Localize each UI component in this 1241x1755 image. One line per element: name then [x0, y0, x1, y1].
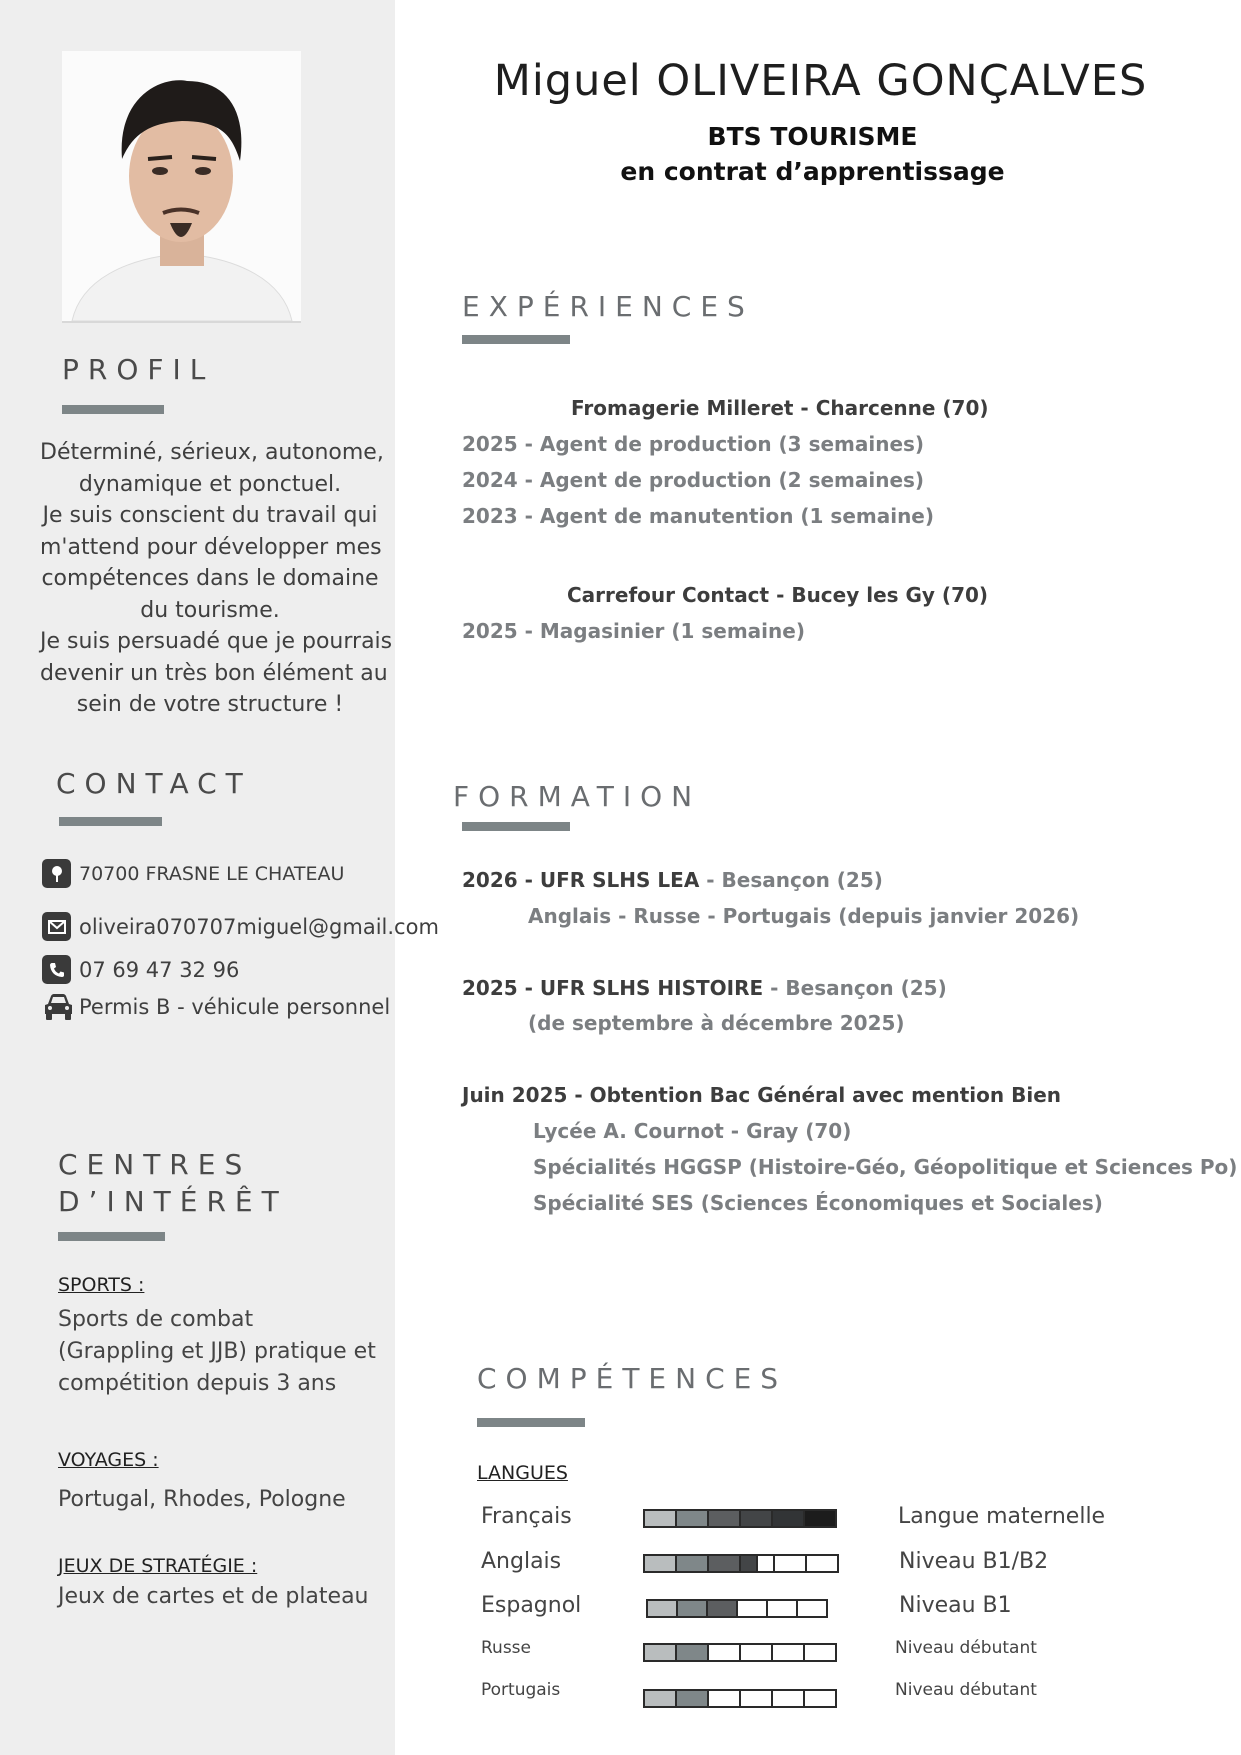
employer-name: Fromagerie Milleret - Charcenne (70) [571, 396, 989, 420]
formation-entry [462, 1083, 1061, 1107]
level-segment [645, 1691, 677, 1706]
sports-line: Sports de combat [58, 1307, 254, 1332]
language-level: Niveau B1 [899, 1593, 1012, 1618]
profil-line: sein de votre structure ! [76, 692, 344, 717]
profil-line: dynamique et ponctuel. [78, 471, 342, 497]
level-segment [798, 1601, 826, 1616]
profil-line: du tourisme. [140, 597, 280, 623]
level-segment [709, 1645, 741, 1660]
formation-detail: Lycée A. Cournot - Gray (70) [533, 1119, 852, 1143]
languages-label: LANGUES [477, 1462, 568, 1484]
level-segment [678, 1601, 708, 1616]
sports-line: compétition depuis 3 ans [58, 1371, 337, 1396]
language-level-bar [643, 1689, 837, 1708]
level-segment [775, 1556, 807, 1571]
formation-main: Juin 2025 - Obtention Bac Général avec mention Bien [462, 1083, 1062, 1107]
contact-heading-bar [59, 817, 162, 826]
language-level-bar [646, 1599, 828, 1618]
language-name: Espagnol [481, 1593, 582, 1618]
formation-main: 2025 - UFR SLHS HISTOIRE [462, 976, 764, 1000]
subtitle-line2: en contrat d’apprentissage [620, 157, 1005, 186]
interests-heading-bar [58, 1232, 165, 1241]
level-segment [645, 1556, 677, 1571]
email-link[interactable]: oliveira070707miguel@gmail.com [79, 914, 439, 939]
sports-line: (Grappling et JJB) pratique et [58, 1339, 376, 1364]
interests-heading-line1: CENTRES [58, 1148, 252, 1181]
envelope-icon [42, 912, 71, 941]
level-segment [709, 1691, 741, 1706]
level-segment [741, 1645, 773, 1660]
formation-detail: Spécialité SES (Sciences Économiques et Sociales) [533, 1191, 1103, 1215]
profil-text [40, 437, 393, 721]
language-name: Portugais [481, 1680, 561, 1700]
travel-text: Portugal, Rhodes, Pologne [58, 1487, 346, 1512]
experiences-heading: EXPÉRIENCES [462, 290, 754, 323]
job-line: 2025 - Agent de production (3 semaines) [462, 432, 925, 456]
profil-line: Je suis persuadé que je pourrais [40, 629, 393, 654]
car-icon [42, 992, 75, 1022]
profil-line: m'attend pour développer mes [40, 534, 382, 560]
sports-text [58, 1304, 376, 1400]
level-segment [805, 1511, 835, 1526]
level-segment [741, 1511, 773, 1526]
profil-line: compétences dans le domaine [41, 566, 379, 591]
contact-heading: CONTACT [56, 767, 252, 800]
sports-label: SPORTS : [58, 1274, 145, 1296]
language-level: Langue maternelle [898, 1504, 1106, 1529]
level-segment [741, 1691, 773, 1706]
profil-heading-bar [62, 405, 164, 414]
language-level-bar [643, 1509, 837, 1528]
formation-entry [462, 976, 947, 1000]
level-segment-rest [758, 1556, 775, 1571]
level-segment [645, 1511, 677, 1526]
contact-address [42, 859, 344, 888]
games-text: Jeux de cartes et de plateau [58, 1584, 369, 1609]
license-text: Permis B - véhicule personnel [79, 995, 391, 1019]
formation-place: - Besançon (25) [763, 976, 947, 1000]
job-line: 2023 - Agent de manutention (1 semaine) [462, 504, 935, 528]
level-segment [677, 1645, 709, 1660]
level-segment [677, 1511, 709, 1526]
level-segment [648, 1601, 678, 1616]
location-pin-icon [42, 859, 71, 888]
competences-heading-bar [477, 1418, 585, 1427]
level-segment [738, 1601, 768, 1616]
language-name: Français [481, 1504, 572, 1529]
formation-heading: FORMATION [453, 780, 702, 813]
formation-entry [462, 868, 883, 892]
level-segment [807, 1556, 837, 1571]
job-line: 2024 - Agent de production (2 semaines) [462, 468, 925, 492]
level-segment [773, 1691, 805, 1706]
language-level-bar [643, 1643, 837, 1662]
subtitle-line1: BTS TOURISME [707, 122, 918, 151]
candidate-name: Miguel OLIVEIRA GONÇALVES [493, 56, 1148, 106]
formation-detail: (de septembre à décembre 2025) [528, 1011, 905, 1035]
level-segment [741, 1556, 758, 1571]
language-name: Russe [481, 1638, 531, 1658]
profil-line: Déterminé, sérieux, autonome, [40, 440, 384, 465]
formation-detail: Spécialités HGGSP (Histoire-Géo, Géopolitique et Sciences Po) [533, 1155, 1238, 1179]
formation-main: 2026 - UFR SLHS LEA [462, 868, 700, 892]
competences-heading: COMPÉTENCES [477, 1362, 788, 1395]
profil-line: Je suis conscient du travail qui [42, 503, 378, 528]
employer-name: Carrefour Contact - Bucey les Gy (70) [567, 583, 989, 607]
profil-line: devenir un très bon élément au [40, 660, 388, 686]
language-level: Niveau débutant [895, 1638, 1037, 1658]
games-label: JEUX DE STRATÉGIE : [58, 1555, 258, 1577]
phone-text[interactable]: 07 69 47 32 96 [79, 957, 240, 982]
level-segment [709, 1556, 741, 1571]
level-segment [805, 1691, 835, 1706]
interests-heading-line2: D’INTÉRÊT [58, 1185, 288, 1218]
level-segment [708, 1601, 738, 1616]
language-level: Niveau débutant [895, 1680, 1037, 1700]
level-segment [768, 1601, 798, 1616]
phone-icon [42, 955, 71, 984]
language-name: Anglais [481, 1549, 562, 1574]
experiences-heading-bar [462, 335, 570, 344]
profile-photo [62, 51, 301, 323]
level-segment [645, 1645, 677, 1660]
level-segment [677, 1691, 709, 1706]
formation-detail: Anglais - Russe - Portugais (depuis janvier 2026) [528, 904, 1080, 928]
language-level-bar [643, 1554, 839, 1573]
address-text: 70700 FRASNE LE CHATEAU [79, 862, 345, 885]
job-line: 2025 - Magasinier (1 semaine) [462, 619, 805, 643]
level-segment [677, 1556, 709, 1571]
contact-email[interactable] [42, 912, 439, 941]
formation-place: - Besançon (25) [699, 868, 883, 892]
formation-heading-bar [462, 822, 570, 831]
travel-label: VOYAGES : [58, 1449, 159, 1471]
language-level: Niveau B1/B2 [899, 1549, 1049, 1574]
level-segment [709, 1511, 741, 1526]
contact-license [42, 992, 390, 1022]
level-segment [805, 1645, 835, 1660]
profil-heading: PROFIL [62, 353, 215, 386]
level-segment [773, 1645, 805, 1660]
contact-phone[interactable] [42, 955, 239, 984]
level-segment [773, 1511, 805, 1526]
